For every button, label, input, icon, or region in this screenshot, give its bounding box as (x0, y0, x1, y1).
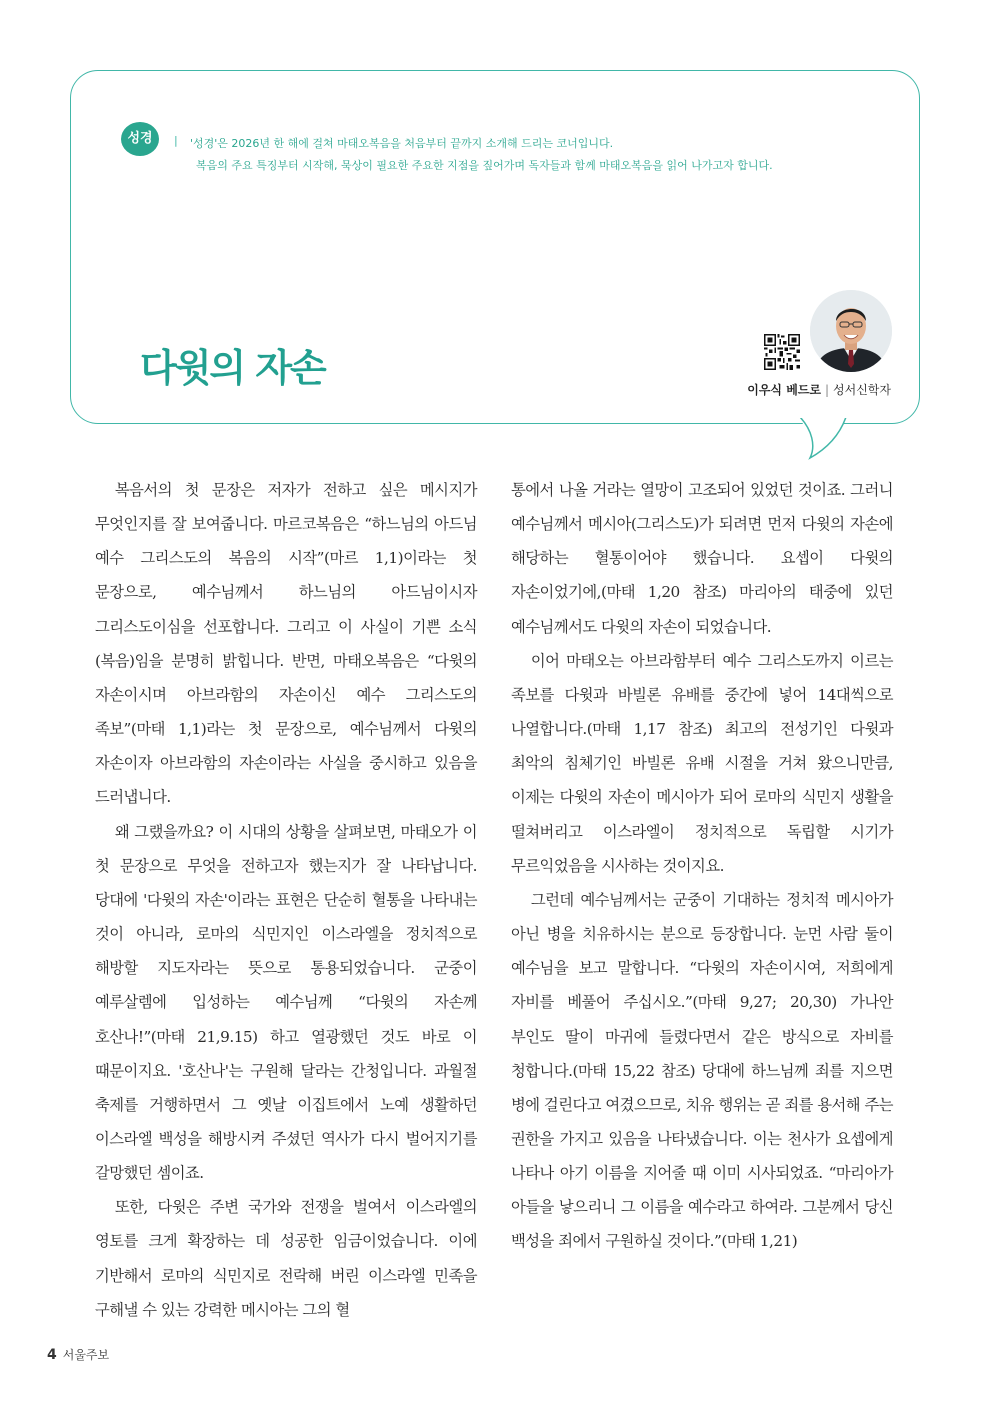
body-paragraph: 통에서 나올 거라는 열망이 고조되어 있었던 것이죠. 그러니 예수님께서 메시아(그리스도)가 되려면 먼저 다윗의 자손에 해당하는 혈통이어야 했습니다. 요셉이 다윗의 자손이었기에,(마태 1,20 참조) 마리아의 태중에 있던 예수님께서도 다윗의 자손이 되었습니다. (511, 481, 893, 636)
body-paragraph: 또한, 다윗은 주변 국가와 전쟁을 벌여서 이스라엘의 영토를 크게 확장하는 데 성공한 임금이었습니다. 이에 기반해서 로마의 식민지로 전락해 버린 이스라엘 민족을 구해낼 수 있는 강력한 메시아는 그의 혈 (95, 1198, 477, 1319)
body-column-right (511, 473, 893, 1259)
body-paragraph: 그런데 예수님께서는 군중이 기대하는 정치적 메시아가 아닌 병을 치유하시는 분으로 등장합니다. 눈먼 사람 둘이 예수님을 보고 말합니다. “다윗의 자손이시여, 저희에게 자비를 베풀어 주십시오.”(마태 9,27; 20,30) 가나안 부인도 딸이 마귀에 들렸다면서 같은 방식으로 자비를 청합니다.(마태 15,22 참조) 당대에 하느님께 죄를 지으면 병에 걸린다고 여겼으므로, 치유 행위는 곧 죄를 용서해 주는 권한을 가지고 있음을 나타냈습니다. 이는 천사가 요셉에게 나타나 아기 이름을 지어줄 때 이미 시사되었죠. “마리아가 아들을 낳으리니 그 이름을 예수라고 하여라. 그분께서 당신 백성을 죄에서 구원하실 것이다.”(마태 1,21) (511, 890, 893, 1251)
author-avatar (810, 290, 892, 372)
article-title: 다윗의 자손 (140, 346, 325, 391)
body-paragraph: 왜 그랬을까요? 이 시대의 상황을 살펴보면, 마태오가 이 첫 문장으로 무엇을 전하고자 했는지가 잘 나타납니다. 당대에 '다윗의 자손'이라는 표현은 단순히 혈통을 나타내는 것이 아니라, 로마의 식민지인 이스라엘을 정치적으로 해방할 지도자라는 뜻으로 통용되었습니다. 군중이 예루살렘에 입성하는 예수님께 “다윗의 자손께 호산나!”(마태 21,9.15) 하고 열광했던 것도 바로 이 때문이지요. '호산나'는 구원해 달라는 간청입니다. 과월절 축제를 거행하면서 그 옛날 이집트에서 노예 생활하던 이스라엘 백성을 해방시켜 주셨던 역사가 다시 벌어지기를 갈망했던 셈이죠. (95, 822, 477, 1183)
author-separator: | (824, 383, 830, 397)
author-credit (747, 381, 891, 398)
intro-text-line-2: 복음의 주요 특징부터 시작해, 묵상이 필요한 주요한 지점을 짚어가며 독자들과 함께 마태오복음을 읽어 나가고자 합니다. (196, 159, 773, 172)
author-name: 이우식 베드로 (747, 383, 821, 397)
author-role: 성서신학자 (833, 383, 891, 397)
page-number: 4 (47, 1347, 57, 1363)
qr-code-icon[interactable] (764, 334, 800, 370)
section-badge: 성경 (121, 122, 159, 156)
body-paragraph: 이어 마태오는 아브라함부터 예수 그리스도까지 이르는 족보를 다윗과 바빌론 유배를 중간에 넣어 14대씩으로 나열합니다.(마태 1,17 참조) 최고의 전성기인 다윗과 최악의 침체기인 바빌론 유배 시절을 거쳐 왔으니만큼, 이제는 다윗의 자손이 메시아가 되어 로마의 식민지 생활을 떨쳐버리고 이스라엘이 정치적으로 독립할 시기가 무르익었음을 시사하는 것이지요. (511, 651, 893, 875)
body-column-left (95, 473, 477, 1327)
intro-text-line-1: '성경'은 2026년 한 해에 걸쳐 마태오복음을 처음부터 끝까지 소개해 드리는 코너입니다. (190, 137, 614, 150)
publication-name: 서울주보 (62, 1348, 110, 1362)
page-footer (47, 1346, 109, 1363)
body-paragraph: 복음서의 첫 문장은 저자가 전하고 싶은 메시지가 무엇인지를 잘 보여줍니다. 마르코복음은 “하느님의 아드님 예수 그리스도의 복음의 시작”(마르 1,1)이라는 첫 문장으로, 예수님께서 하느님의 아드님이시자 그리스도이심을 선포합니다. 그리고 이 사실이 기쁜 소식(복음)임을 분명히 밝힙니다. 반면, 마태오복음은 “다윗의 자손이시며 아브라함의 자손이신 예수 그리스도의 족보”(마태 1,1)라는 첫 문장으로, 예수님께서 다윗의 자손이자 아브라함의 자손이라는 사실을 중시하고 있음을 드러냅니다. (95, 481, 477, 807)
intro-separator: | (174, 134, 178, 147)
bubble-tail (796, 418, 866, 460)
